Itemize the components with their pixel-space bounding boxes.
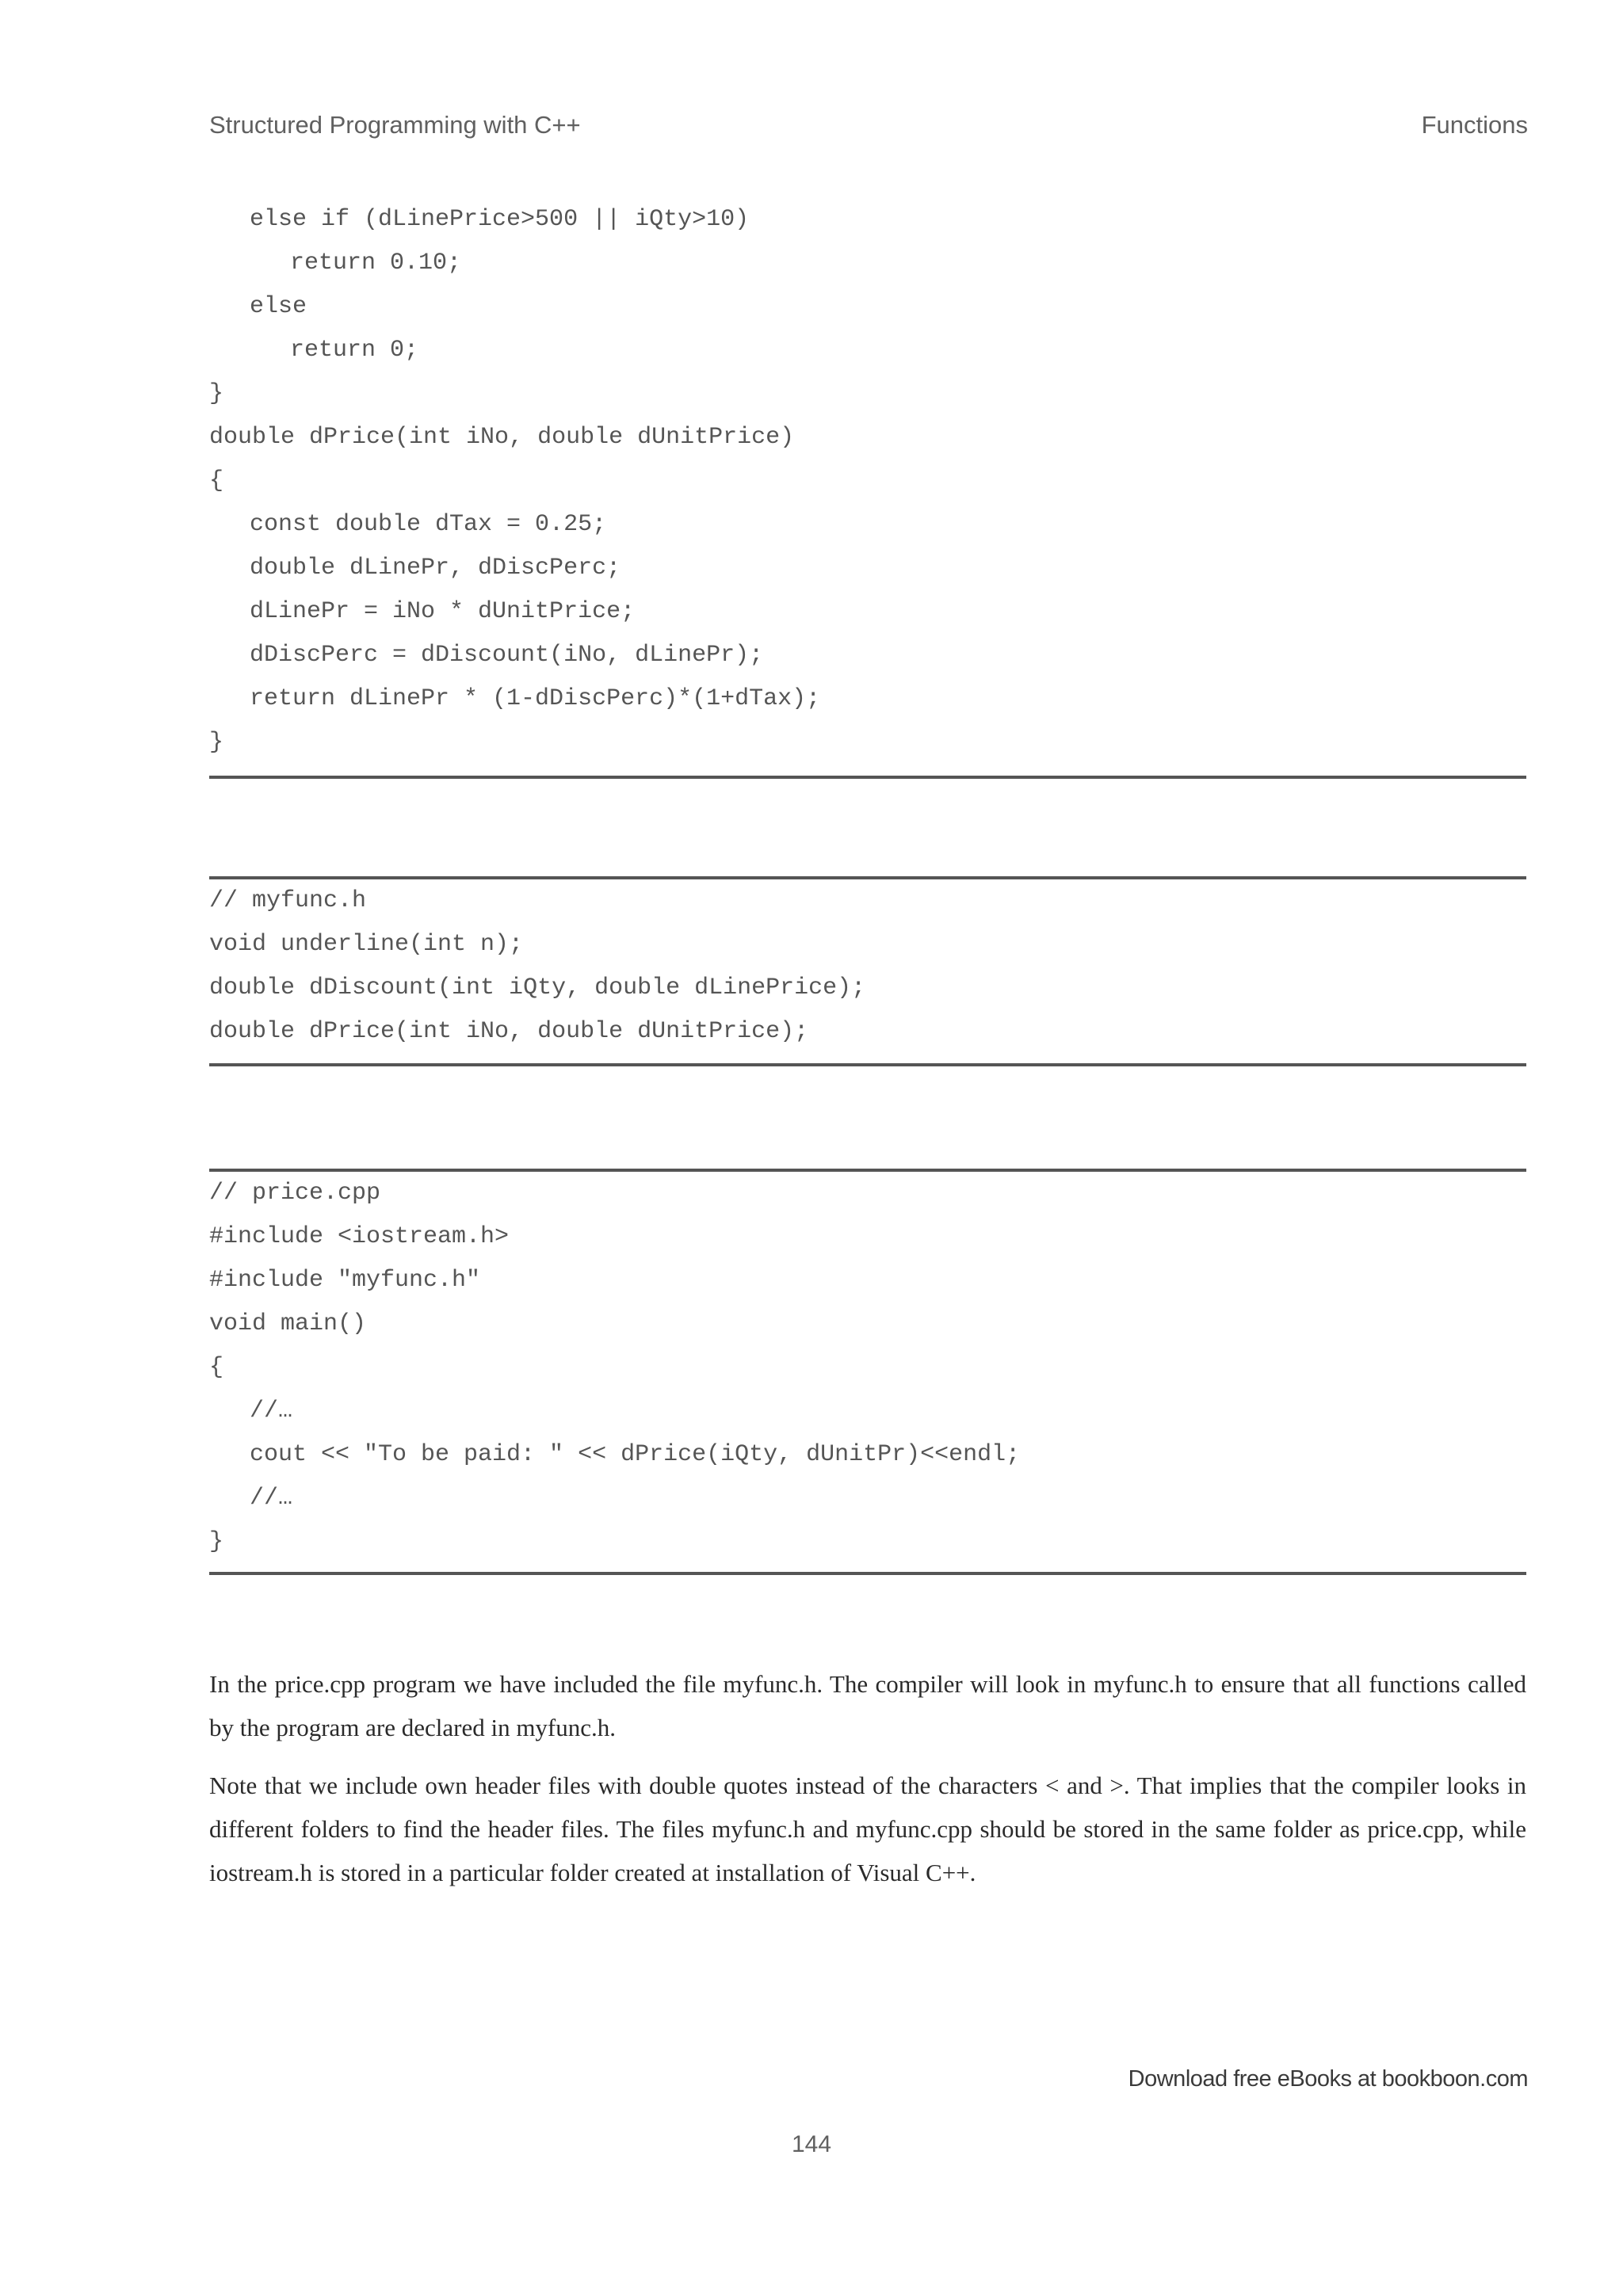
chapter-title: Functions xyxy=(1421,111,1528,139)
code-line: else if (dLinePrice>500 || iQty>10) xyxy=(250,206,750,233)
code-line: } xyxy=(209,1528,224,1555)
code-line: else xyxy=(250,293,307,320)
running-header xyxy=(209,111,1528,139)
code-line: { xyxy=(209,1354,224,1381)
code-line: dDiscPerc = dDiscount(iNo, dLinePr); xyxy=(250,642,764,669)
code-line: double dPrice(int iNo, double dUnitPrice) xyxy=(209,424,795,451)
body-text xyxy=(209,1662,1526,1909)
code-line: return 0; xyxy=(290,337,419,364)
code-line: double dPrice(int iNo, double dUnitPrice); xyxy=(209,1018,809,1045)
code-block-price-cpp xyxy=(209,1169,1526,1575)
code-line: double dDiscount(int iQty, double dLinePrice); xyxy=(209,974,866,1001)
code-block-myfunc-header xyxy=(209,876,1526,1066)
code-line: return dLinePr * (1-dDiscPerc)*(1+dTax); xyxy=(250,685,821,712)
code-line: #include <iostream.h> xyxy=(209,1223,510,1250)
code-line: void main() xyxy=(209,1310,367,1337)
code-line: //… xyxy=(250,1398,293,1425)
code-line: // myfunc.h xyxy=(209,887,367,914)
code-line: void underline(int n); xyxy=(209,931,524,958)
paragraph: In the price.cpp program we have included the file myfunc.h. The compiler will look in myfunc.h to ensure that all functions called by the program are declared in myfunc.h. xyxy=(209,1670,1526,1741)
code-line: const double dTax = 0.25; xyxy=(250,511,607,538)
code-line: { xyxy=(209,467,224,494)
paragraph: Note that we include own header files with double quotes instead of the characters < and >. That implies that the compiler looks in different folders to find the header files. The files myfunc.h and myfunc.cpp should be stored in the same folder as price.cpp, while iostream.h is stored in a particular folder created at installation of Visual C++. xyxy=(209,1772,1526,1886)
download-link[interactable]: Download free eBooks at bookboon.com xyxy=(1128,2066,1528,2092)
code-line: //… xyxy=(250,1485,293,1512)
code-line: // price.cpp xyxy=(209,1180,381,1207)
code-block-price-function xyxy=(209,198,1526,779)
code-line: dLinePr = iNo * dUnitPrice; xyxy=(250,598,636,625)
book-title: Structured Programming with C++ xyxy=(209,111,581,139)
page-number: 144 xyxy=(791,2131,832,2157)
code-line: #include "myfunc.h" xyxy=(209,1267,481,1294)
code-line: cout << "To be paid: " << dPrice(iQty, dUnitPr)<<endl; xyxy=(250,1441,1021,1468)
code-line: } xyxy=(209,380,224,407)
code-line: } xyxy=(209,729,224,756)
code-line: return 0.10; xyxy=(290,250,462,277)
code-line: double dLinePr, dDiscPerc; xyxy=(250,555,621,582)
